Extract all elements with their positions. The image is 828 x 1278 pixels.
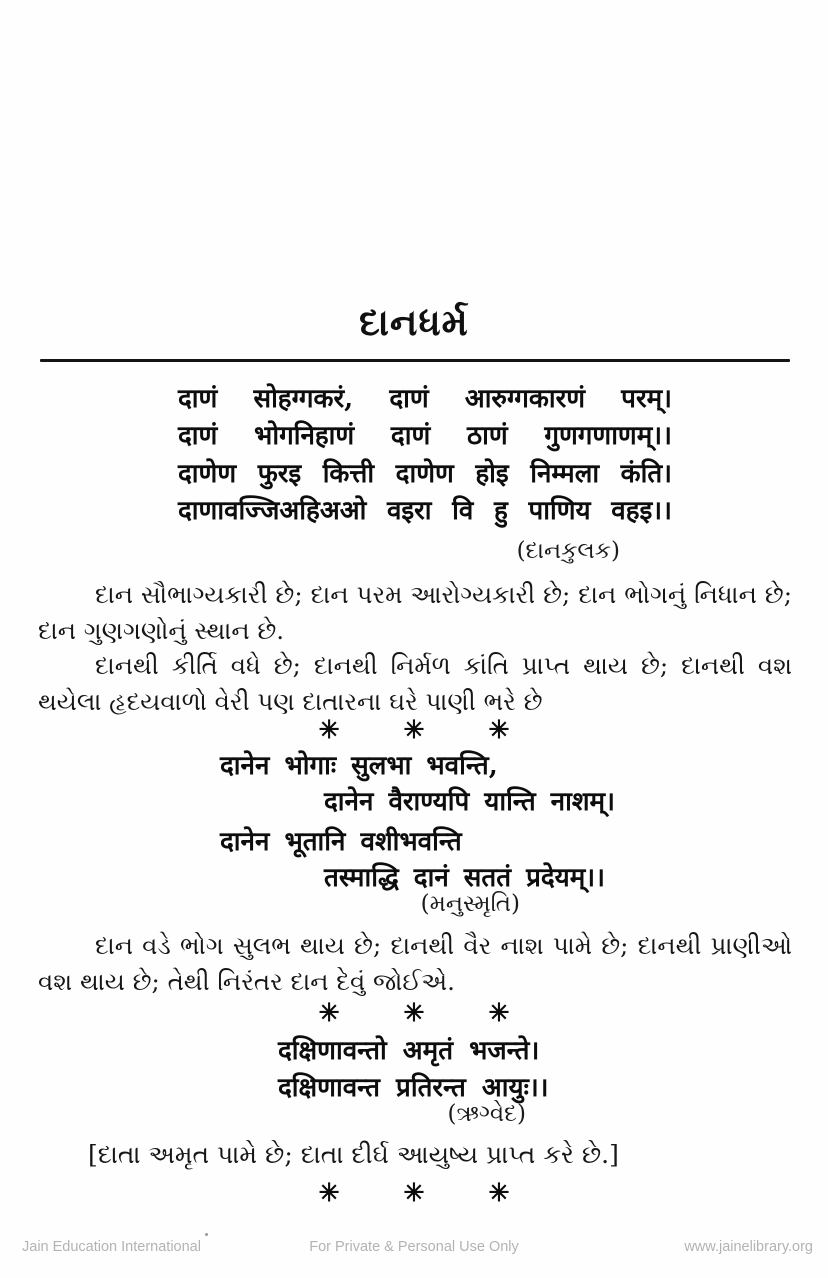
- verse-couplet-1: [178, 381, 672, 455]
- verse-line: दानेन भोगाः सुलभा भवन्ति,: [220, 751, 498, 781]
- verse-attribution-manusmriti: (મનુસ્મૃતિ): [420, 891, 520, 917]
- gujarati-translation-3: દાન વડે ભોગ સુલભ થાય છે; દાનથી વૈર નાશ પામે છે; દાનથી પ્રાણીઓ વશ થાય છે; તેથી નિરંતર દાન દેવું જોઈએ.: [38, 931, 792, 996]
- asterisk-separator-3: [0, 1180, 828, 1206]
- asterisk-icon: ✳: [488, 998, 510, 1027]
- page-title: દાનધર્મ: [359, 300, 469, 344]
- asterisk-icon: ✳: [488, 715, 510, 744]
- verse-attribution-rigveda: (ઋગ્વેદ): [447, 1101, 526, 1127]
- asterisk-icon: ✳: [318, 1178, 340, 1207]
- asterisk-icon: ✳: [318, 998, 340, 1027]
- verse-couplet-2: [178, 456, 672, 530]
- footer-left-text: Jain Education International: [22, 1239, 201, 1255]
- scan-artifact-dot: [205, 1233, 208, 1236]
- verse-attribution-danakulaka: (દાનકુલક): [516, 538, 620, 564]
- gujarati-translation-1: દાન સૌભાગ્યકારી છે; દાન પરમ આરોગ્યકારી છે; દાન ભોગનું નિધાન છે; દાન ગુણગણોનું સ્થાન છે.: [38, 580, 792, 645]
- verse-rigveda: [278, 1033, 798, 1107]
- gujarati-translation-2: દાનથી કીર્તિ વધે છે; દાનથી નિર્મળ કાંતિ પ્રાપ્ત થાય છે; દાનથી વશ થયેલા હૃદયવાળો વેરી પણ દાતારના ઘરે પાણી ભરે છે: [38, 651, 792, 716]
- asterisk-icon: ✳: [318, 715, 340, 744]
- asterisk-separator-1: [0, 717, 828, 743]
- verse-line: दाणावज्जिअहिअओ वइरा वि हु पाणिय वहइ।।: [178, 496, 672, 526]
- verse-line: दक्षिणावन्त प्रतिरन्त आयुः।।: [278, 1073, 549, 1103]
- verse-line: दाणं सोहग्गकरं, दाणं आरुग्गकारणं परम्।: [178, 384, 672, 414]
- verse-line: दानेन वैराण्यपि यान्ति नाशम्।: [324, 787, 615, 817]
- footer-center-text: For Private & Personal Use Only: [309, 1239, 519, 1255]
- footer-website-text: www.jainelibrary.org: [684, 1239, 813, 1255]
- verse-manusmriti: [220, 748, 780, 896]
- asterisk-icon: ✳: [403, 1178, 425, 1207]
- asterisk-icon: ✳: [403, 715, 425, 744]
- verse-line: दाणं भोगनिहाणं दाणं ठाणं गुणगणाणम्।।: [178, 421, 672, 451]
- verse-line: तस्माद्धि दानं सततं प्रदेयम्।।: [324, 863, 606, 893]
- verse-line: दानेन भूतानि वशीभवन्ति: [220, 827, 462, 857]
- verse-line: दाणेण फुरइ कित्ती दाणेण होइ निम्मला कंति।: [178, 459, 672, 489]
- title-divider-rule: [40, 359, 790, 362]
- asterisk-icon: ✳: [403, 998, 425, 1027]
- asterisk-separator-2: [0, 1000, 828, 1026]
- asterisk-icon: ✳: [488, 1178, 510, 1207]
- gujarati-translation-4: [દાતા અમૃત પામે છે; દાતા દીર્ઘ આયુષ્ય પ્રાપ્ત કરે છે.]: [88, 1140, 619, 1169]
- verse-line: दक्षिणावन्तो अमृतं भजन्ते।: [278, 1036, 540, 1066]
